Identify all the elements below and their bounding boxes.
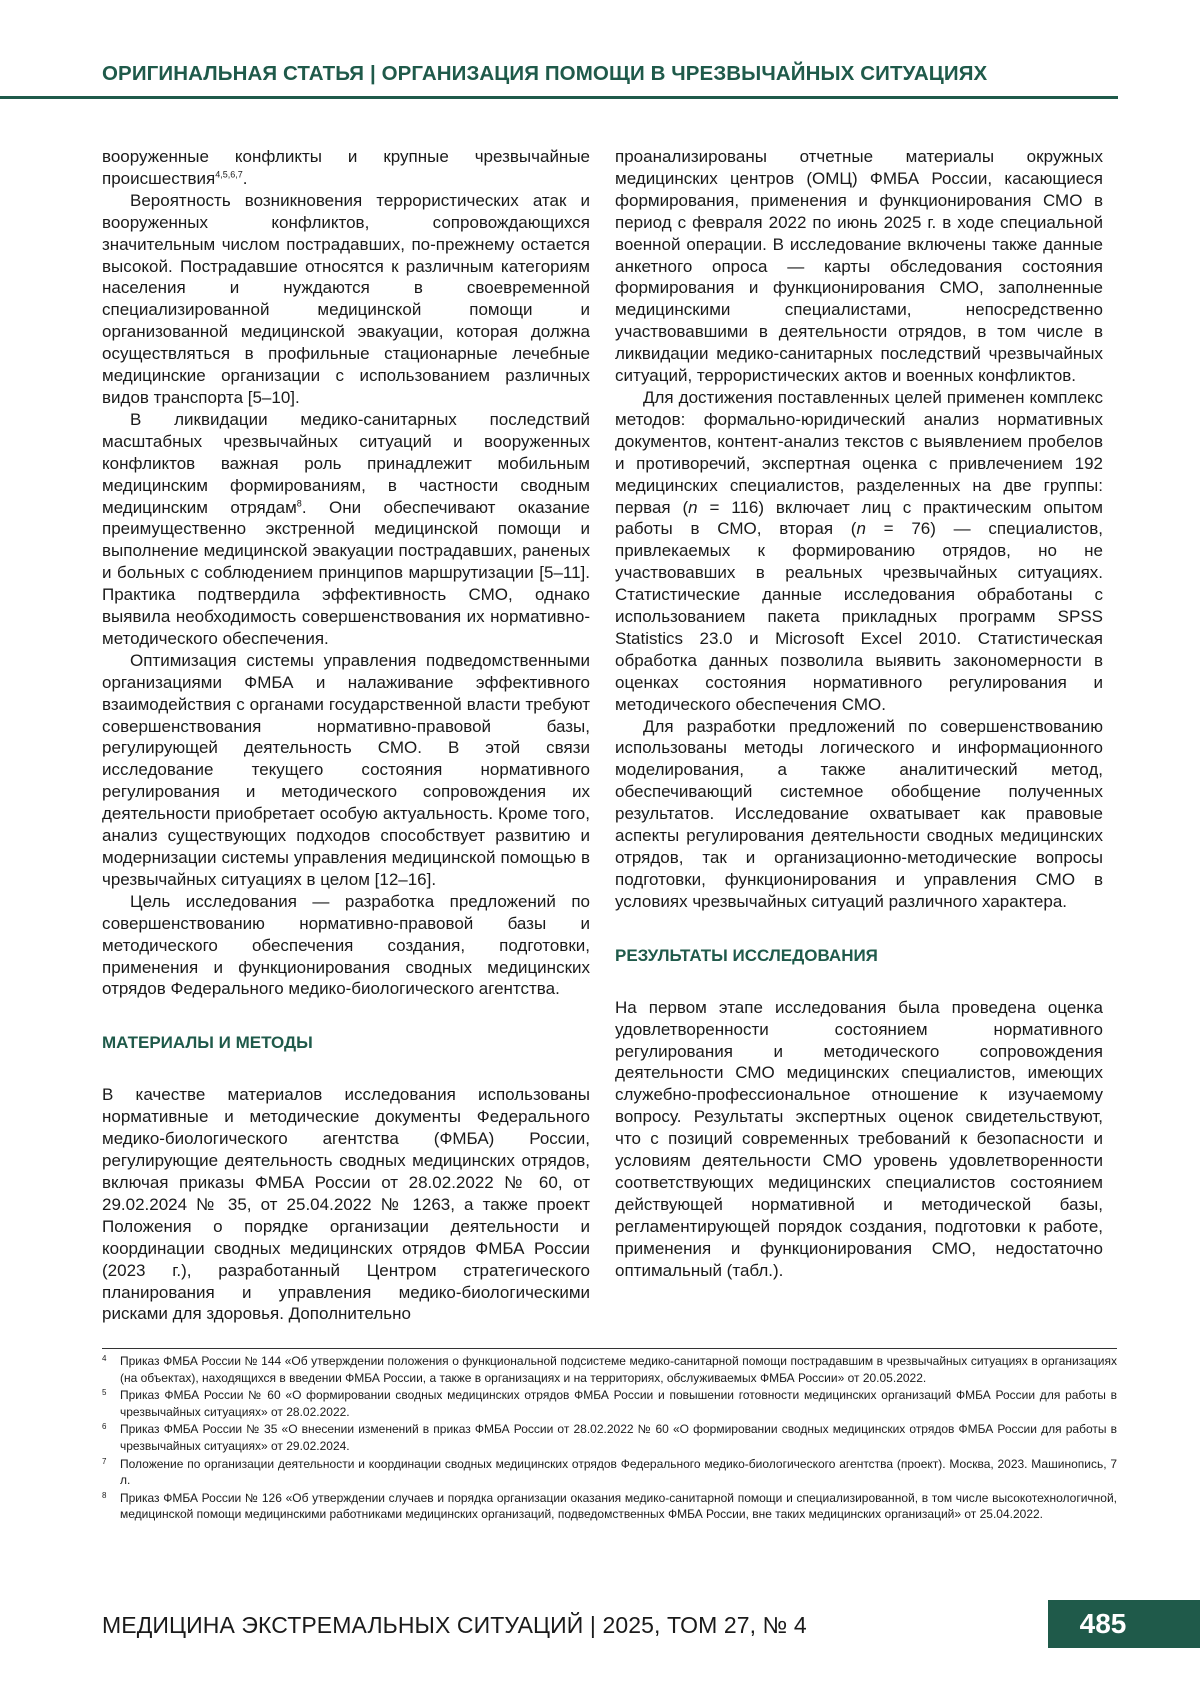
footnote-number: 6: [102, 1422, 107, 1432]
footnote-number: 4: [102, 1354, 107, 1363]
footnote-text: Приказ ФМБА России № 144 «Об утверждении положения о функциональной подсистеме медико-санитарной помощи пострадавшим в чрезвычайных ситуациях в организациях (на объектах), находящихся в введении ФМБА России, а также в организациях и на территориях, обслуживаемых ФМБА России» от 20.05.2022.: [120, 1354, 1117, 1385]
paragraph: Для достижения поставленных целей применен комплекс методов: формально-юридический анализ нормативных документов, контент-анализ текстов с выявлением пробелов и противоречий, экспертная оценка с привлечением 192 медицинских специалистов, разделенных на две группы: первая (n = 116) включает лиц с практическим опытом работы в СМО, вторая (n = 76) — специалистов, привлекаемых к формированию отрядов, но не участвовавших в реальных чрезвычайных ситуациях. Статистические данные исследования обработаны с использованием пакета прикладных программ SPSS Statistics 23.0 и Microsoft Excel 2010. Статистическая обработка данных позволила выявить закономерности в оценках состояния нормативного регулирования и методического обеспечения СМО.: [615, 387, 1103, 714]
footnote-text: Приказ ФМБА России № 35 «О внесении изменений в приказ ФМБА России от 28.02.2022 № 60 «О формировании сводных медицинских отрядов ФМБА России для работы в чрезвычайных ситуациях» от 29.02.2024.: [120, 1422, 1117, 1453]
footnote-text: Положение по организации деятельности и координации сводных медицинских отрядов Федерального медико-биологического агентства (проект). Москва, 2023. Машинопись, 7 л.: [120, 1456, 1117, 1488]
footnote-rule: [102, 1348, 1117, 1349]
footnote-ref: 8: [296, 497, 302, 508]
footnote-number: 8: [102, 1490, 107, 1500]
footnote-text: Приказ ФМБА России № 126 «Об утверждении случаев и порядка организации оказания медико-санитарной помощи и специализированной, в том числе высокотехнологичной, медицинской помощи медицинскими работниками медицинских организаций, подведомственных ФМБА России, вне таких медицинских организаций» от 25.04.2022.: [120, 1490, 1117, 1522]
footnote: [102, 1387, 1117, 1420]
paragraph: Оптимизация системы управления подведомственными организациями ФМБА и налаживание эффективного взаимодействия с органами государственной власти требуют совершенствования нормативно-правовой базы, регулирующей деятельность СМО. В этой связи исследование текущего состояния нормативного регулирования и методического сопровождения их деятельности приобретает особую актуальность. Кроме того, анализ существующих подходов способствует развитию и модернизации системы управления медицинской помощью в чрезвычайных ситуациях в целом [12–16].: [102, 650, 590, 889]
footnote-text: Приказ ФМБА России № 60 «О формировании сводных медицинских отрядов ФМБА России и повышении готовности медицинских организаций ФМБА России для работы в чрезвычайных ситуациях» от 28.02.2022.: [120, 1388, 1117, 1419]
paragraph: Цель исследования — разработка предложений по совершенствованию нормативно-правовой базы и методического обеспечения создания, подготовки, применения и функционирования сводных медицинских отрядов Федерального медико-биологического агентства.: [102, 891, 590, 999]
paragraph: вооруженные конфликты и крупные чрезвычайные происшествия$^{4,5,6,7}$.: [102, 147, 590, 188]
paragraph: Вероятность возникновения террористических атак и вооруженных конфликтов, сопровождающихся значительным числом пострадавших, по-прежнему остается высокой. Пострадавшие относятся к различным категориям населения и нуждаются в своевременной специализированной медицинской помощи и организованной медицинской эвакуации, которая должна осуществляться в профильные стационарные лечебные медицинские организации с использованием различных видов транспорта [5–10].: [102, 190, 590, 407]
section-heading-results: РЕЗУЛЬТАТЫ ИССЛЕДОВАНИЯ: [615, 945, 878, 965]
right-column: [615, 146, 1103, 1282]
paragraph: В ликвидации медико-санитарных последствий масштабных чрезвычайных ситуаций и вооруженных конфликтов важная роль принадлежит мобильным медицинским формированиям, в частности сводным медицинским отрядам$^8$. Они обеспечивают оказание преимущественно экстренной медицинской помощи и выполнение медицинской эвакуации пострадавших, раненых и больных с соблюдением принципов маршрутизации [5–11]. Практика подтвердила эффективность СМО, однако выявила необходимость совершенствования их нормативно-методического обеспечения.: [102, 409, 590, 648]
section-heading-methods: МАТЕРИАЛЫ И МЕТОДЫ: [102, 1033, 313, 1053]
footnote-number: 7: [102, 1456, 107, 1466]
paragraph: На первом этапе исследования была проведена оценка удовлетворенности состоянием нормативного регулирования и методического сопровождения деятельности СМО медицинских специалистов, имеющих служебно-профессиональное отношение к изучаемому вопросу. Результаты экспертных оценок свидетельствуют, что с позиций современных требований к безопасности и условиям деятельности СМО уровень удовлетворенности соответствующих медицинских специалистов состоянием действующей нормативной и методической базы, регламентирующей порядок создания, подготовки к работе, применения и функционирования СМО, недостаточно оптимальный (табл.).: [615, 997, 1103, 1280]
paragraph: В качестве материалов исследования использованы нормативные и методические документы Федерального медико-биологического агентства (ФМБА) России, регулирующие деятельность сводных медицинских отрядов, включая приказы ФМБА России от 28.02.2022 № 60, от 29.02.2024 № 35, от 25.04.2022 № 1263, а также проект Положения о порядке организации деятельности и координации сводных медицинских отрядов ФМБА России (2023 г.), разработанный Центром стратегического планирования и управления медико-биологическими рисками для здоровья. Дополнительно: [102, 1085, 590, 1324]
paragraph: проанализированы отчетные материалы окружных медицинских центров (ОМЦ) ФМБА России, касающиеся формирования, применения и функционирования СМО в период с февраля 2022 по июнь 2025 г. в ходе специальной военной операции. В исследование включены также данные анкетного опроса — карты обследования состояния формирования и функционирования СМО, заполненные медицинскими специалистами, непосредственно участвовавшими в деятельности отрядов, в том числе в ликвидации медико-санитарных последствий чрезвычайных ситуаций, террористических актов и военных конфликтов.: [615, 147, 1103, 386]
footnote: [102, 1490, 1117, 1523]
footnotes: [102, 1353, 1117, 1524]
page-number-box: [1048, 1600, 1200, 1648]
footnote-number: 5: [102, 1388, 107, 1398]
header-rule: [0, 96, 1118, 99]
page-number: 485: [1079, 1608, 1127, 1639]
footnote: [102, 1456, 1117, 1489]
left-column: [102, 146, 590, 1325]
journal-footer: МЕДИЦИНА ЭКСТРЕМАЛЬНЫХ СИТУАЦИЙ | 2025, ТОМ 27, № 4: [102, 1612, 807, 1638]
running-header: ОРИГИНАЛЬНАЯ СТАТЬЯ | ОРГАНИЗАЦИЯ ПОМОЩИ В ЧРЕЗВЫЧАЙНЫХ СИТУАЦИЯХ: [102, 62, 988, 85]
footnote: [102, 1353, 1117, 1386]
paragraph: Для разработки предложений по совершенствованию использованы методы логического и информационного моделирования, а также аналитический метод, обеспечивающий системное обобщение полученных результатов. Исследование охватывает как правовые аспекты регулирования деятельности сводных медицинских отрядов, так и организационно-методические вопросы подготовки, функционирования и управления СМО в условиях чрезвычайных ситуаций различного характера.: [615, 716, 1103, 911]
footnote-ref: 4,5,6,7: [215, 169, 243, 180]
footnote: [102, 1421, 1117, 1454]
